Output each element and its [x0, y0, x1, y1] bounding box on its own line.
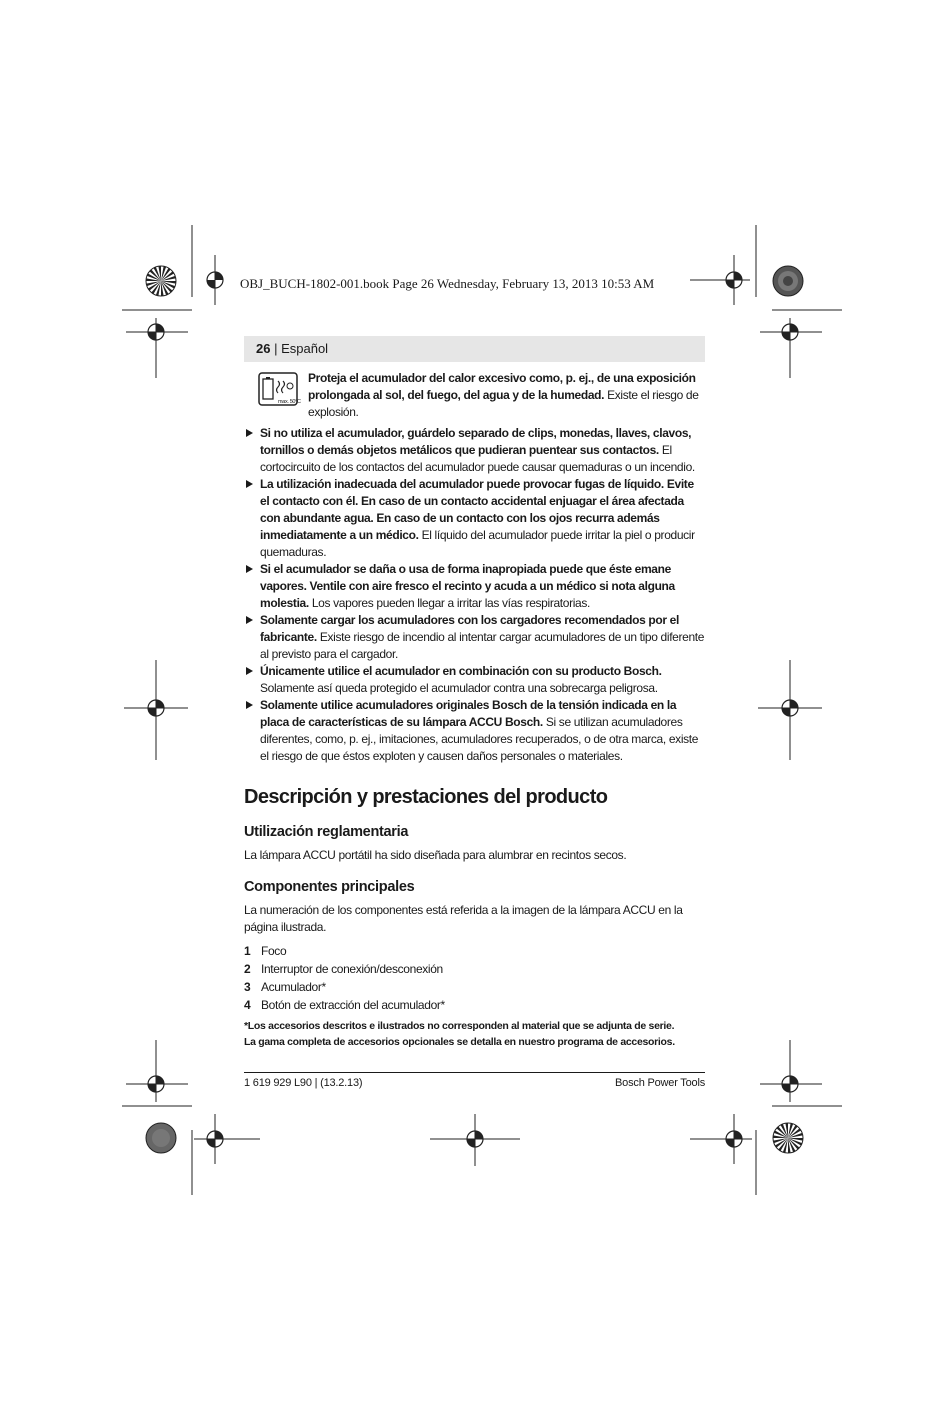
- battery-heat-warning-icon: [258, 372, 301, 406]
- section-title: Descripción y prestaciones del producto: [244, 786, 608, 808]
- intended-use-heading: Utilización reglamentaria: [244, 824, 409, 840]
- component-label: Foco: [261, 944, 287, 958]
- icon-warning-text: [308, 370, 705, 421]
- bullet-triangle-icon: [246, 616, 253, 624]
- bullet-triangle-icon: [246, 667, 253, 675]
- crosshair-mark-middle-left: [122, 660, 192, 760]
- footer-doc-code: 1 619 929 L90 | (13.2.13): [244, 1077, 363, 1089]
- list-item: [244, 663, 705, 697]
- crosshair-mark-bottom-left: [190, 1100, 260, 1195]
- page-footer: [244, 1072, 705, 1093]
- running-head-separator: |: [270, 341, 282, 356]
- crosshair-mark-bottom-right: [690, 1100, 770, 1195]
- accessories-footnote: [244, 1018, 705, 1050]
- bullet-triangle-icon: [246, 565, 253, 573]
- print-header: OBJ_BUCH-1802-001.book Page 26 Wednesday, February 13, 2013 10:53 AM: [240, 276, 655, 291]
- component-label: Interruptor de conexión/desconexión: [261, 962, 443, 976]
- halftone-mark-bottom-left: [145, 1122, 177, 1154]
- page-number: 26: [256, 341, 271, 356]
- running-head-section: Español: [281, 341, 329, 356]
- list-item: [244, 561, 705, 612]
- component-number: 4: [244, 998, 251, 1012]
- list-item: [244, 978, 705, 996]
- list-item: [244, 960, 705, 978]
- bullet-normal-text: El líquido del acumulador puede irritar la piel o producir quemaduras.: [260, 528, 695, 559]
- bullet-normal-text: Solamente así queda protegido el acumulador contra una sobrecarga peligrosa.: [260, 681, 658, 695]
- bullet-normal-text: El cortocircuito de los contactos del acumulador puede causar quemaduras o un incendio.: [260, 443, 695, 474]
- warning-icon-label: max. 50°C: [278, 399, 301, 405]
- list-item: [244, 425, 705, 476]
- component-label: Botón de extracción del acumulador*: [261, 998, 445, 1012]
- components-list: [244, 942, 705, 1014]
- bullet-triangle-icon: [246, 480, 253, 488]
- footnote-line-2: La gama completa de accesorios opcionales se detalla en nuestro programa de accesorios.: [244, 1036, 675, 1048]
- crosshair-mark-bottom-center: [430, 1110, 520, 1170]
- component-number: 1: [244, 944, 251, 958]
- crosshair-mark-left-upper: [122, 300, 202, 380]
- component-number: 2: [244, 962, 251, 976]
- components-heading: Componentes principales: [244, 879, 415, 895]
- halftone-mark-top-right: [772, 265, 804, 297]
- footnote-line-1: *Los accesorios descritos e ilustrados no corresponden al material que se adjunta de serie.: [244, 1020, 675, 1032]
- list-item: [244, 996, 705, 1014]
- bullet-triangle-icon: [246, 701, 253, 709]
- bullet-normal-text: Si se utilizan acumuladores diferentes, como, p. ej., imitaciones, acumuladores recuperados, o de otra marca, existe el riesgo de que éstos exploten y causen daños personales o materiales.: [260, 715, 699, 763]
- components-intro: La numeración de los componentes está referida a la imagen de la lámpara ACCU en la página ilustrada.: [244, 903, 683, 934]
- bullet-bold-text: Únicamente utilice el acumulador en combinación con su producto Bosch.: [260, 664, 662, 678]
- footer-brand: Bosch Power Tools: [615, 1077, 705, 1089]
- bullet-bold-text: Solamente cargar los acumuladores con los cargadores recomendados por el fabricante.: [260, 613, 679, 644]
- bullet-bold-text: La utilización inadecuada del acumulador puede provocar fugas de líquido. Evite el contacto con él. En caso de un contacto accidental enjuagar el área afectada con abundante agua. En caso de un contacto con los ojos recurra además inmediatamente a un médico.: [260, 477, 694, 542]
- bullet-normal-text: Existe riesgo de incendio al intentar cargar acumuladores de un tipo diferente al previsto para el cargador.: [260, 630, 705, 661]
- component-number: 3: [244, 980, 251, 994]
- crosshair-mark-middle-right: [756, 660, 826, 760]
- bullet-normal-text: Los vapores pueden llegar a irritar las vías respiratorias.: [308, 596, 591, 610]
- bullet-bold-text: Si no utiliza el acumulador, guárdelo separado de clips, monedas, llaves, clavos, tornillos o demás objetos metálicos que pudieran puentear sus contactos.: [260, 426, 692, 457]
- intended-use-text: La lámpara ACCU portátil ha sido diseñada para alumbrar en recintos secos.: [244, 848, 627, 862]
- bullet-bold-text: Solamente utilice acumuladores originales Bosch de la tensión indicada en la placa de características de su lámpara ACCU Bosch.: [260, 698, 677, 729]
- list-item: [244, 942, 705, 960]
- bullet-triangle-icon: [246, 429, 253, 437]
- icon-warning-block: [244, 370, 705, 421]
- bullet-bold-text: Si el acumulador se daña o usa de forma inapropiada puede que éste emane vapores. Ventile con aire fresco el recinto y acuda a un médico si nota alguna molestia.: [260, 562, 675, 610]
- starburst-mark-top-left: [145, 265, 177, 297]
- list-item: [244, 476, 705, 561]
- icon-warning-bold: Proteja el acumulador del calor excesivo como, p. ej., de una exposición prolongada al sol, del fuego, del agua y de la humedad.: [308, 371, 696, 402]
- list-item: [244, 612, 705, 663]
- component-label: Acumulador*: [261, 980, 326, 994]
- crosshair-mark-right-upper: [752, 300, 847, 380]
- running-head: [244, 336, 705, 362]
- starburst-mark-bottom-right: [772, 1122, 804, 1154]
- safety-bullet-list: [244, 425, 705, 765]
- icon-warning-normal: Existe el riesgo de explosión.: [308, 388, 699, 419]
- page-content: [244, 370, 705, 1050]
- list-item: [244, 697, 705, 765]
